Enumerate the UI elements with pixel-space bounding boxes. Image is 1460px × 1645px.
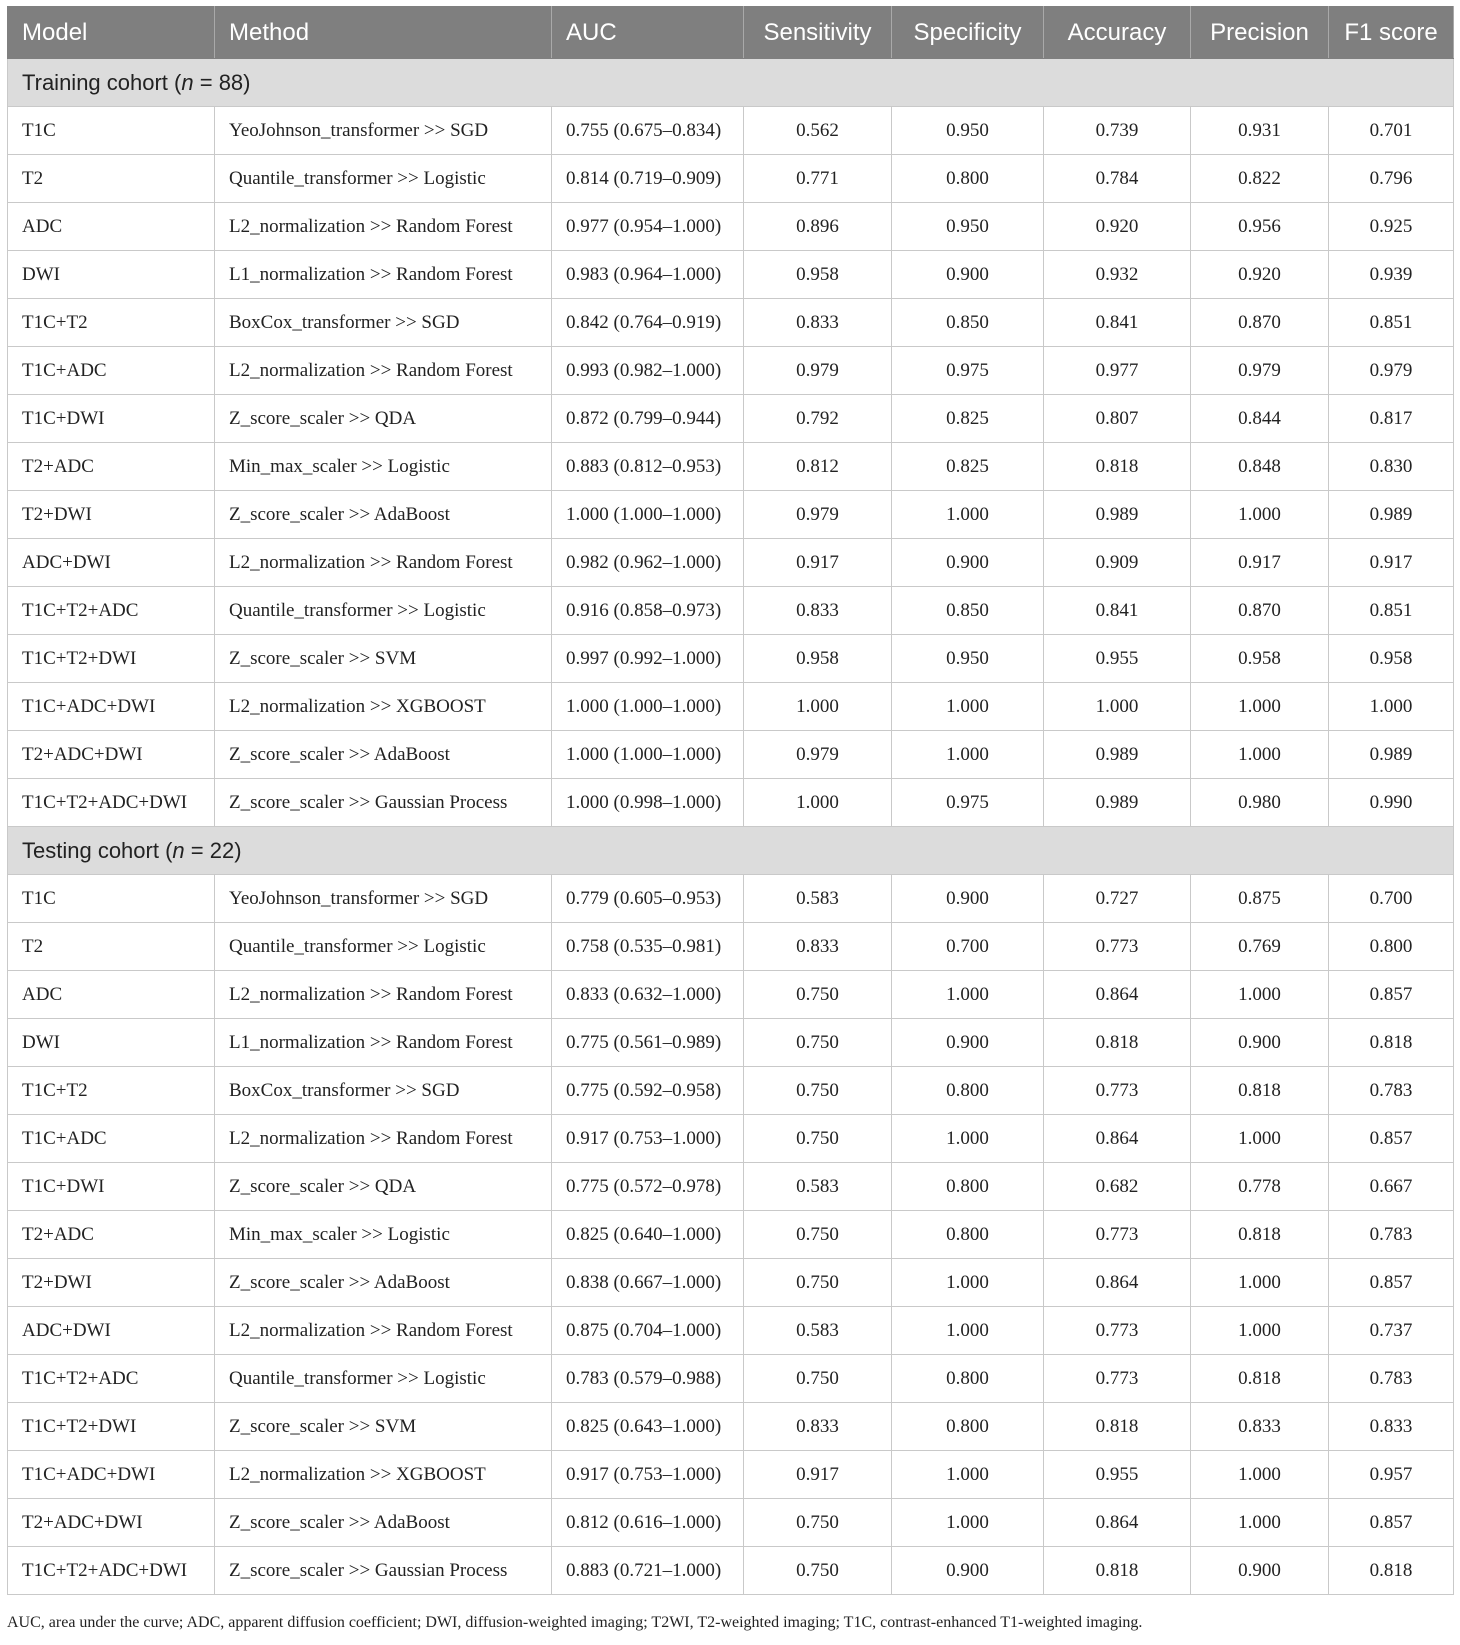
specificity-cell: 1.000	[892, 731, 1044, 779]
f1-score-cell: 0.818	[1329, 1547, 1454, 1595]
precision-cell: 0.822	[1191, 155, 1329, 203]
auc-cell: 0.779 (0.605–0.953)	[552, 875, 744, 923]
section-training-cohort	[8, 59, 1454, 107]
table-row	[8, 491, 1454, 539]
sensitivity-cell: 0.917	[744, 539, 892, 587]
f1-score-cell: 0.796	[1329, 155, 1454, 203]
precision-cell: 0.980	[1191, 779, 1329, 827]
f1-score-cell: 1.000	[1329, 683, 1454, 731]
specificity-cell: 0.800	[892, 1403, 1044, 1451]
method-cell: L2_normalization >> Random Forest	[215, 347, 552, 395]
model-cell: ADC	[8, 971, 215, 1019]
section-label-prefix: Testing cohort (	[22, 837, 173, 863]
accuracy-cell: 0.682	[1044, 1163, 1191, 1211]
precision-cell: 0.870	[1191, 299, 1329, 347]
precision-cell: 0.769	[1191, 923, 1329, 971]
method-cell: Z_score_scaler >> Gaussian Process	[215, 779, 552, 827]
precision-cell: 0.848	[1191, 443, 1329, 491]
model-cell: T1C+T2+DWI	[8, 635, 215, 683]
auc-cell: 0.917 (0.753–1.000)	[552, 1451, 744, 1499]
sensitivity-cell: 0.562	[744, 107, 892, 155]
specificity-cell: 0.900	[892, 539, 1044, 587]
header-precision: Precision	[1191, 7, 1329, 59]
accuracy-cell: 0.773	[1044, 923, 1191, 971]
f1-score-cell: 0.818	[1329, 1019, 1454, 1067]
specificity-cell: 1.000	[892, 1307, 1044, 1355]
method-cell: Z_score_scaler >> AdaBoost	[215, 1259, 552, 1307]
f1-score-cell: 0.939	[1329, 251, 1454, 299]
f1-score-cell: 0.857	[1329, 1499, 1454, 1547]
precision-cell: 0.900	[1191, 1019, 1329, 1067]
precision-cell: 0.875	[1191, 875, 1329, 923]
section-testing-cohort	[8, 827, 1454, 875]
auc-cell: 0.758 (0.535–0.981)	[552, 923, 744, 971]
model-cell: T2+DWI	[8, 1259, 215, 1307]
table-footnote: AUC, area under the curve; ADC, apparent diffusion coefficient; DWI, diffusion-weighted imaging; T2WI, T2-weighted imaging; T1C, contrast-enhanced T1-weighted imaging.	[7, 1614, 1143, 1631]
precision-cell: 1.000	[1191, 1115, 1329, 1163]
accuracy-cell: 0.818	[1044, 1019, 1191, 1067]
header-sensitivity: Sensitivity	[744, 7, 892, 59]
model-cell: T2+ADC+DWI	[8, 731, 215, 779]
sensitivity-cell: 0.750	[744, 1547, 892, 1595]
method-cell: Min_max_scaler >> Logistic	[215, 1211, 552, 1259]
method-cell: Z_score_scaler >> QDA	[215, 1163, 552, 1211]
specificity-cell: 1.000	[892, 1259, 1044, 1307]
table-row	[8, 1307, 1454, 1355]
table-row	[8, 443, 1454, 491]
f1-score-cell: 0.925	[1329, 203, 1454, 251]
header-method: Method	[215, 7, 552, 59]
precision-cell: 0.833	[1191, 1403, 1329, 1451]
precision-cell: 0.900	[1191, 1547, 1329, 1595]
table-body	[8, 59, 1454, 1595]
specificity-cell: 0.850	[892, 299, 1044, 347]
method-cell: L1_normalization >> Random Forest	[215, 1019, 552, 1067]
precision-cell: 0.931	[1191, 107, 1329, 155]
accuracy-cell: 0.864	[1044, 1115, 1191, 1163]
method-cell: Z_score_scaler >> AdaBoost	[215, 731, 552, 779]
accuracy-cell: 0.989	[1044, 491, 1191, 539]
accuracy-cell: 0.864	[1044, 971, 1191, 1019]
precision-cell: 0.870	[1191, 587, 1329, 635]
table-row	[8, 1451, 1454, 1499]
table-row	[8, 923, 1454, 971]
auc-cell: 0.997 (0.992–1.000)	[552, 635, 744, 683]
accuracy-cell: 0.909	[1044, 539, 1191, 587]
section-label-suffix: = 88)	[193, 69, 251, 95]
method-cell: Quantile_transformer >> Logistic	[215, 587, 552, 635]
section-label	[8, 827, 1454, 875]
model-cell: T1C+T2	[8, 1067, 215, 1115]
accuracy-cell: 0.818	[1044, 1547, 1191, 1595]
precision-cell: 0.844	[1191, 395, 1329, 443]
specificity-cell: 0.800	[892, 1211, 1044, 1259]
sensitivity-cell: 0.750	[744, 1259, 892, 1307]
sensitivity-cell: 0.750	[744, 1067, 892, 1115]
accuracy-cell: 0.841	[1044, 299, 1191, 347]
table-row	[8, 155, 1454, 203]
f1-score-cell: 0.701	[1329, 107, 1454, 155]
precision-cell: 0.818	[1191, 1067, 1329, 1115]
table-row	[8, 539, 1454, 587]
table-row	[8, 731, 1454, 779]
method-cell: Z_score_scaler >> SVM	[215, 1403, 552, 1451]
precision-cell: 0.920	[1191, 251, 1329, 299]
method-cell: Min_max_scaler >> Logistic	[215, 443, 552, 491]
specificity-cell: 0.825	[892, 395, 1044, 443]
model-cell: T1C+T2+DWI	[8, 1403, 215, 1451]
accuracy-cell: 0.727	[1044, 875, 1191, 923]
sensitivity-cell: 0.583	[744, 1163, 892, 1211]
f1-score-cell: 0.700	[1329, 875, 1454, 923]
sensitivity-cell: 0.958	[744, 251, 892, 299]
method-cell: L2_normalization >> Random Forest	[215, 203, 552, 251]
auc-cell: 0.917 (0.753–1.000)	[552, 1115, 744, 1163]
model-cell: DWI	[8, 1019, 215, 1067]
specificity-cell: 0.950	[892, 635, 1044, 683]
auc-cell: 0.825 (0.640–1.000)	[552, 1211, 744, 1259]
table-row	[8, 1499, 1454, 1547]
results-table	[7, 6, 1454, 1595]
table-row	[8, 1067, 1454, 1115]
specificity-cell: 0.800	[892, 1067, 1044, 1115]
section-label-prefix: Training cohort (	[22, 69, 182, 95]
sensitivity-cell: 0.750	[744, 1019, 892, 1067]
sensitivity-cell: 0.896	[744, 203, 892, 251]
f1-score-cell: 0.851	[1329, 299, 1454, 347]
model-cell: T1C+T2+ADC+DWI	[8, 1547, 215, 1595]
sensitivity-cell: 0.750	[744, 1355, 892, 1403]
auc-cell: 0.983 (0.964–1.000)	[552, 251, 744, 299]
method-cell: L1_normalization >> Random Forest	[215, 251, 552, 299]
auc-cell: 1.000 (1.000–1.000)	[552, 683, 744, 731]
table-row	[8, 203, 1454, 251]
specificity-cell: 1.000	[892, 971, 1044, 1019]
model-cell: T1C+ADC	[8, 347, 215, 395]
method-cell: Quantile_transformer >> Logistic	[215, 1355, 552, 1403]
f1-score-cell: 0.667	[1329, 1163, 1454, 1211]
auc-cell: 0.977 (0.954–1.000)	[552, 203, 744, 251]
sensitivity-cell: 0.750	[744, 1115, 892, 1163]
accuracy-cell: 0.989	[1044, 779, 1191, 827]
specificity-cell: 0.700	[892, 923, 1044, 971]
header-model: Model	[8, 7, 215, 59]
auc-cell: 0.833 (0.632–1.000)	[552, 971, 744, 1019]
table-row	[8, 1115, 1454, 1163]
table-row	[8, 107, 1454, 155]
model-cell: T2+ADC	[8, 443, 215, 491]
f1-score-cell: 0.737	[1329, 1307, 1454, 1355]
sensitivity-cell: 0.833	[744, 1403, 892, 1451]
sensitivity-cell: 1.000	[744, 683, 892, 731]
specificity-cell: 0.975	[892, 779, 1044, 827]
specificity-cell: 0.975	[892, 347, 1044, 395]
table-row	[8, 779, 1454, 827]
accuracy-cell: 0.773	[1044, 1211, 1191, 1259]
specificity-cell: 0.825	[892, 443, 1044, 491]
accuracy-cell: 0.773	[1044, 1307, 1191, 1355]
model-cell: DWI	[8, 251, 215, 299]
model-cell: T1C+DWI	[8, 395, 215, 443]
f1-score-cell: 0.857	[1329, 1115, 1454, 1163]
model-cell: T1C+ADC+DWI	[8, 1451, 215, 1499]
precision-cell: 1.000	[1191, 1451, 1329, 1499]
specificity-cell: 0.900	[892, 875, 1044, 923]
sensitivity-cell: 0.583	[744, 1307, 892, 1355]
accuracy-cell: 0.807	[1044, 395, 1191, 443]
accuracy-cell: 0.864	[1044, 1499, 1191, 1547]
method-cell: L2_normalization >> XGBOOST	[215, 1451, 552, 1499]
auc-cell: 0.993 (0.982–1.000)	[552, 347, 744, 395]
sensitivity-cell: 0.812	[744, 443, 892, 491]
auc-cell: 0.775 (0.561–0.989)	[552, 1019, 744, 1067]
section-label	[8, 59, 1454, 107]
auc-cell: 0.872 (0.799–0.944)	[552, 395, 744, 443]
sensitivity-cell: 1.000	[744, 779, 892, 827]
f1-score-cell: 0.979	[1329, 347, 1454, 395]
precision-cell: 1.000	[1191, 1499, 1329, 1547]
auc-cell: 0.916 (0.858–0.973)	[552, 587, 744, 635]
sensitivity-cell: 0.792	[744, 395, 892, 443]
auc-cell: 1.000 (1.000–1.000)	[552, 731, 744, 779]
method-cell: L2_normalization >> Random Forest	[215, 1307, 552, 1355]
specificity-cell: 1.000	[892, 1115, 1044, 1163]
f1-score-cell: 0.817	[1329, 395, 1454, 443]
accuracy-cell: 0.739	[1044, 107, 1191, 155]
method-cell: Z_score_scaler >> QDA	[215, 395, 552, 443]
sensitivity-cell: 0.833	[744, 587, 892, 635]
sensitivity-cell: 0.979	[744, 491, 892, 539]
model-cell: T2	[8, 923, 215, 971]
specificity-cell: 0.800	[892, 155, 1044, 203]
precision-cell: 1.000	[1191, 1307, 1329, 1355]
accuracy-cell: 0.955	[1044, 635, 1191, 683]
header-specificity: Specificity	[892, 7, 1044, 59]
accuracy-cell: 0.784	[1044, 155, 1191, 203]
model-cell: ADC	[8, 203, 215, 251]
precision-cell: 0.917	[1191, 539, 1329, 587]
precision-cell: 0.778	[1191, 1163, 1329, 1211]
auc-cell: 0.825 (0.643–1.000)	[552, 1403, 744, 1451]
precision-cell: 0.979	[1191, 347, 1329, 395]
f1-score-cell: 0.851	[1329, 587, 1454, 635]
table-row	[8, 635, 1454, 683]
f1-score-cell: 0.957	[1329, 1451, 1454, 1499]
section-label-suffix: = 22)	[184, 837, 242, 863]
sensitivity-cell: 0.750	[744, 1211, 892, 1259]
sensitivity-cell: 0.958	[744, 635, 892, 683]
table-container	[7, 6, 1453, 1595]
method-cell: BoxCox_transformer >> SGD	[215, 299, 552, 347]
sensitivity-cell: 0.979	[744, 347, 892, 395]
f1-score-cell: 0.800	[1329, 923, 1454, 971]
header-auc: AUC	[552, 7, 744, 59]
accuracy-cell: 0.932	[1044, 251, 1191, 299]
model-cell: T1C+DWI	[8, 1163, 215, 1211]
f1-score-cell: 0.857	[1329, 971, 1454, 1019]
accuracy-cell: 0.955	[1044, 1451, 1191, 1499]
model-cell: T2+DWI	[8, 491, 215, 539]
model-cell: T1C	[8, 875, 215, 923]
sensitivity-cell: 0.979	[744, 731, 892, 779]
method-cell: Z_score_scaler >> AdaBoost	[215, 491, 552, 539]
auc-cell: 0.838 (0.667–1.000)	[552, 1259, 744, 1307]
header-row	[8, 7, 1454, 59]
auc-cell: 0.775 (0.572–0.978)	[552, 1163, 744, 1211]
auc-cell: 0.812 (0.616–1.000)	[552, 1499, 744, 1547]
precision-cell: 1.000	[1191, 1259, 1329, 1307]
f1-score-cell: 0.989	[1329, 731, 1454, 779]
accuracy-cell: 0.773	[1044, 1067, 1191, 1115]
precision-cell: 1.000	[1191, 491, 1329, 539]
f1-score-cell: 0.989	[1329, 491, 1454, 539]
section-label-variable: n	[172, 837, 185, 863]
model-cell: T1C+T2	[8, 299, 215, 347]
specificity-cell: 1.000	[892, 491, 1044, 539]
method-cell: Z_score_scaler >> SVM	[215, 635, 552, 683]
accuracy-cell: 0.841	[1044, 587, 1191, 635]
specificity-cell: 0.900	[892, 1547, 1044, 1595]
method-cell: YeoJohnson_transformer >> SGD	[215, 107, 552, 155]
auc-cell: 0.875 (0.704–1.000)	[552, 1307, 744, 1355]
model-cell: T1C+T2+ADC	[8, 1355, 215, 1403]
accuracy-cell: 0.977	[1044, 347, 1191, 395]
f1-score-cell: 0.830	[1329, 443, 1454, 491]
f1-score-cell: 0.857	[1329, 1259, 1454, 1307]
model-cell: ADC+DWI	[8, 539, 215, 587]
section-label-variable: n	[181, 69, 194, 95]
accuracy-cell: 0.818	[1044, 1403, 1191, 1451]
table-row	[8, 875, 1454, 923]
method-cell: BoxCox_transformer >> SGD	[215, 1067, 552, 1115]
specificity-cell: 0.950	[892, 107, 1044, 155]
table-row	[8, 1355, 1454, 1403]
f1-score-cell: 0.833	[1329, 1403, 1454, 1451]
specificity-cell: 0.850	[892, 587, 1044, 635]
precision-cell: 1.000	[1191, 683, 1329, 731]
precision-cell: 0.818	[1191, 1355, 1329, 1403]
sensitivity-cell: 0.833	[744, 299, 892, 347]
table-row	[8, 971, 1454, 1019]
model-cell: T2	[8, 155, 215, 203]
model-cell: T1C+T2+ADC	[8, 587, 215, 635]
table-row	[8, 347, 1454, 395]
method-cell: Quantile_transformer >> Logistic	[215, 923, 552, 971]
auc-cell: 0.775 (0.592–0.958)	[552, 1067, 744, 1115]
sensitivity-cell: 0.750	[744, 1499, 892, 1547]
header-f1-score: F1 score	[1329, 7, 1454, 59]
accuracy-cell: 0.773	[1044, 1355, 1191, 1403]
table-row	[8, 299, 1454, 347]
specificity-cell: 1.000	[892, 683, 1044, 731]
specificity-cell: 1.000	[892, 1451, 1044, 1499]
accuracy-cell: 0.864	[1044, 1259, 1191, 1307]
sensitivity-cell: 0.917	[744, 1451, 892, 1499]
specificity-cell: 0.900	[892, 1019, 1044, 1067]
f1-score-cell: 0.783	[1329, 1355, 1454, 1403]
specificity-cell: 0.950	[892, 203, 1044, 251]
specificity-cell: 0.800	[892, 1355, 1044, 1403]
auc-cell: 0.842 (0.764–0.919)	[552, 299, 744, 347]
model-cell: T1C+ADC+DWI	[8, 683, 215, 731]
method-cell: Z_score_scaler >> Gaussian Process	[215, 1547, 552, 1595]
method-cell: L2_normalization >> Random Forest	[215, 539, 552, 587]
precision-cell: 0.956	[1191, 203, 1329, 251]
model-cell: T1C	[8, 107, 215, 155]
specificity-cell: 0.800	[892, 1163, 1044, 1211]
auc-cell: 0.883 (0.721–1.000)	[552, 1547, 744, 1595]
specificity-cell: 1.000	[892, 1499, 1044, 1547]
table-row	[8, 1547, 1454, 1595]
method-cell: Z_score_scaler >> AdaBoost	[215, 1499, 552, 1547]
accuracy-cell: 0.989	[1044, 731, 1191, 779]
accuracy-cell: 0.920	[1044, 203, 1191, 251]
model-cell: T1C+T2+ADC+DWI	[8, 779, 215, 827]
auc-cell: 1.000 (0.998–1.000)	[552, 779, 744, 827]
specificity-cell: 0.900	[892, 251, 1044, 299]
precision-cell: 0.958	[1191, 635, 1329, 683]
method-cell: Quantile_transformer >> Logistic	[215, 155, 552, 203]
table-row	[8, 587, 1454, 635]
auc-cell: 0.755 (0.675–0.834)	[552, 107, 744, 155]
header-accuracy: Accuracy	[1044, 7, 1191, 59]
sensitivity-cell: 0.833	[744, 923, 892, 971]
model-cell: T2+ADC	[8, 1211, 215, 1259]
sensitivity-cell: 0.771	[744, 155, 892, 203]
table-row	[8, 1019, 1454, 1067]
table-row	[8, 1163, 1454, 1211]
auc-cell: 0.883 (0.812–0.953)	[552, 443, 744, 491]
f1-score-cell: 0.783	[1329, 1211, 1454, 1259]
model-cell: ADC+DWI	[8, 1307, 215, 1355]
method-cell: YeoJohnson_transformer >> SGD	[215, 875, 552, 923]
auc-cell: 0.982 (0.962–1.000)	[552, 539, 744, 587]
sensitivity-cell: 0.750	[744, 971, 892, 1019]
table-row	[8, 683, 1454, 731]
precision-cell: 1.000	[1191, 731, 1329, 779]
f1-score-cell: 0.990	[1329, 779, 1454, 827]
table-row	[8, 395, 1454, 443]
method-cell: L2_normalization >> XGBOOST	[215, 683, 552, 731]
auc-cell: 0.783 (0.579–0.988)	[552, 1355, 744, 1403]
auc-cell: 1.000 (1.000–1.000)	[552, 491, 744, 539]
accuracy-cell: 1.000	[1044, 683, 1191, 731]
precision-cell: 1.000	[1191, 971, 1329, 1019]
table-row	[8, 1211, 1454, 1259]
model-cell: T2+ADC+DWI	[8, 1499, 215, 1547]
table-row	[8, 251, 1454, 299]
method-cell: L2_normalization >> Random Forest	[215, 971, 552, 1019]
f1-score-cell: 0.958	[1329, 635, 1454, 683]
table-row	[8, 1403, 1454, 1451]
accuracy-cell: 0.818	[1044, 443, 1191, 491]
table-row	[8, 1259, 1454, 1307]
f1-score-cell: 0.917	[1329, 539, 1454, 587]
method-cell: L2_normalization >> Random Forest	[215, 1115, 552, 1163]
f1-score-cell: 0.783	[1329, 1067, 1454, 1115]
model-cell: T1C+ADC	[8, 1115, 215, 1163]
precision-cell: 0.818	[1191, 1211, 1329, 1259]
sensitivity-cell: 0.583	[744, 875, 892, 923]
auc-cell: 0.814 (0.719–0.909)	[552, 155, 744, 203]
